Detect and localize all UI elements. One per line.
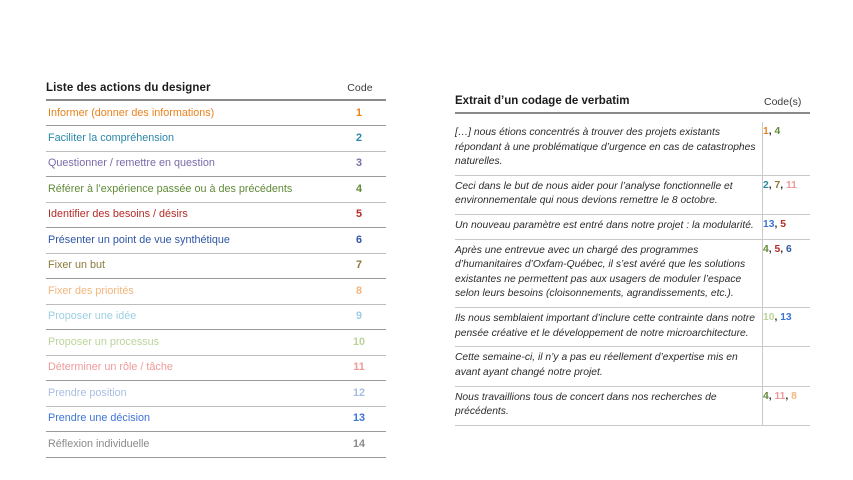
table-row[interactable] bbox=[46, 381, 386, 406]
verbatim-codes bbox=[763, 347, 811, 386]
designer-actions-title: Liste des actions du designer bbox=[46, 82, 334, 100]
verbatim-coding-panel bbox=[455, 78, 810, 426]
table-row[interactable] bbox=[46, 279, 386, 304]
action-code: 9 bbox=[334, 304, 386, 329]
code-chip: 11 bbox=[774, 390, 786, 402]
action-label: Prendre une décision bbox=[46, 406, 334, 431]
action-code: 4 bbox=[334, 177, 386, 202]
designer-actions-table bbox=[46, 82, 386, 458]
verbatim-text: Ils nous semblaient important d’inclure cette contrainte dans notre pensée créative et le développement de notre microarchitecture. bbox=[455, 308, 763, 347]
verbatim-row[interactable] bbox=[455, 215, 810, 240]
code-chip: 5 bbox=[780, 219, 786, 231]
code-chip: 7 bbox=[774, 179, 781, 191]
action-label: Informer (donner des informations) bbox=[46, 100, 334, 126]
code-chip: 8 bbox=[791, 390, 797, 402]
action-code: 2 bbox=[334, 126, 386, 151]
verbatim-codes bbox=[763, 308, 811, 347]
action-label: Fixer des priorités bbox=[46, 279, 334, 304]
table-row[interactable] bbox=[46, 177, 386, 202]
verbatim-text: Après une entrevue avec un chargé des programmes d’humanitaires d’Oxfam-Québec, il s’est avéré que les solutions existantes ne permettent pas aux usagers de moduler l’espace selon leurs besoins (cloisonnements, agrandissements, etc.). bbox=[455, 239, 763, 307]
verbatim-table bbox=[455, 122, 810, 426]
action-label: Questionner / remettre en question bbox=[46, 151, 334, 176]
code-chip: 4 bbox=[774, 126, 781, 137]
code-chip: 6 bbox=[785, 243, 792, 255]
verbatim-row[interactable] bbox=[455, 175, 810, 214]
action-label: Fixer un but bbox=[46, 253, 334, 278]
designer-actions-thead bbox=[46, 82, 386, 100]
verbatim-codes bbox=[763, 386, 811, 425]
code-chip: 4 bbox=[763, 390, 769, 402]
action-code: 14 bbox=[334, 432, 386, 457]
code-chip: 5 bbox=[774, 243, 781, 255]
action-label: Présenter un point de vue synthétique bbox=[46, 228, 334, 253]
code-chip: 4 bbox=[763, 243, 769, 255]
verbatim-header-row bbox=[455, 78, 810, 114]
code-separator: , bbox=[780, 243, 786, 255]
verbatim-text: Un nouveau paramètre est entré dans notre projet : la modularité. bbox=[455, 215, 763, 240]
action-code: 11 bbox=[334, 355, 386, 380]
action-code: 6 bbox=[334, 228, 386, 253]
action-label: Référer à l’expérience passée ou à des précédents bbox=[46, 177, 334, 202]
verbatim-tbody bbox=[455, 122, 810, 425]
table-row[interactable] bbox=[46, 330, 386, 355]
action-code: 13 bbox=[334, 406, 386, 431]
table-row[interactable] bbox=[46, 304, 386, 329]
table-row[interactable] bbox=[46, 406, 386, 431]
code-separator: , bbox=[768, 390, 775, 402]
verbatim-codes bbox=[763, 122, 811, 175]
action-label: Prendre position bbox=[46, 381, 334, 406]
code-separator: , bbox=[774, 312, 781, 324]
code-separator: , bbox=[780, 179, 786, 191]
designer-actions-header-row bbox=[46, 82, 386, 100]
table-row[interactable] bbox=[46, 355, 386, 380]
designer-actions-panel bbox=[46, 82, 386, 458]
action-label: Réflexion individuelle bbox=[46, 432, 334, 457]
designer-actions-code-header: Code bbox=[334, 82, 386, 100]
table-row[interactable] bbox=[46, 126, 386, 151]
code-chip: 1 bbox=[763, 126, 769, 137]
code-separator: , bbox=[768, 243, 775, 255]
verbatim-row[interactable] bbox=[455, 239, 810, 307]
table-row[interactable] bbox=[46, 151, 386, 176]
action-label: Proposer un processus bbox=[46, 330, 334, 355]
verbatim-row[interactable] bbox=[455, 347, 810, 386]
verbatim-row[interactable] bbox=[455, 386, 810, 425]
verbatim-codes bbox=[763, 215, 811, 240]
code-chip: 2 bbox=[763, 179, 769, 191]
action-label: Identifier des besoins / désirs bbox=[46, 202, 334, 227]
code-chip: 13 bbox=[780, 312, 792, 324]
action-code: 5 bbox=[334, 202, 386, 227]
designer-actions-tbody bbox=[46, 100, 386, 457]
action-code: 1 bbox=[334, 100, 386, 126]
code-chip: 11 bbox=[785, 179, 797, 191]
action-label: Faciliter la compréhension bbox=[46, 126, 334, 151]
action-code: 12 bbox=[334, 381, 386, 406]
code-chip: 13 bbox=[763, 219, 775, 231]
verbatim-text: […] nous étions concentrés à trouver des projets existants répondant à une problématique d’urgence en cas de catastrophes naturelles. bbox=[455, 122, 763, 175]
verbatim-row[interactable] bbox=[455, 308, 810, 347]
code-separator: , bbox=[785, 390, 792, 402]
verbatim-codes bbox=[763, 175, 811, 214]
verbatim-title: Extrait d’un codage de verbatim bbox=[455, 95, 630, 107]
table-row[interactable] bbox=[46, 432, 386, 457]
action-label: Déterminer un rôle / tâche bbox=[46, 355, 334, 380]
table-row[interactable] bbox=[46, 202, 386, 227]
code-separator: , bbox=[768, 126, 775, 137]
table-row[interactable] bbox=[46, 228, 386, 253]
code-separator: , bbox=[768, 179, 775, 191]
action-code: 8 bbox=[334, 279, 386, 304]
verbatim-row[interactable] bbox=[455, 122, 810, 175]
action-code: 3 bbox=[334, 151, 386, 176]
action-label: Proposer une idée bbox=[46, 304, 334, 329]
code-separator: , bbox=[774, 219, 781, 231]
table-row[interactable] bbox=[46, 253, 386, 278]
code-chip: 10 bbox=[763, 312, 775, 324]
table-row[interactable] bbox=[46, 100, 386, 126]
verbatim-code-header: Code(s) bbox=[764, 96, 802, 108]
verbatim-text: Cette semaine-ci, il n’y a pas eu réellement d’expertise mis en avant ayant changé notre projet. bbox=[455, 347, 763, 386]
verbatim-text: Ceci dans le but de nous aider pour l’analyse fonctionnelle et environnementale qui nous devions remettre le 8 octobre. bbox=[455, 175, 763, 214]
verbatim-codes bbox=[763, 239, 811, 307]
action-code: 10 bbox=[334, 330, 386, 355]
action-code: 7 bbox=[334, 253, 386, 278]
verbatim-text: Nous travaillions tous de concert dans nos recherches de précédents. bbox=[455, 386, 763, 425]
